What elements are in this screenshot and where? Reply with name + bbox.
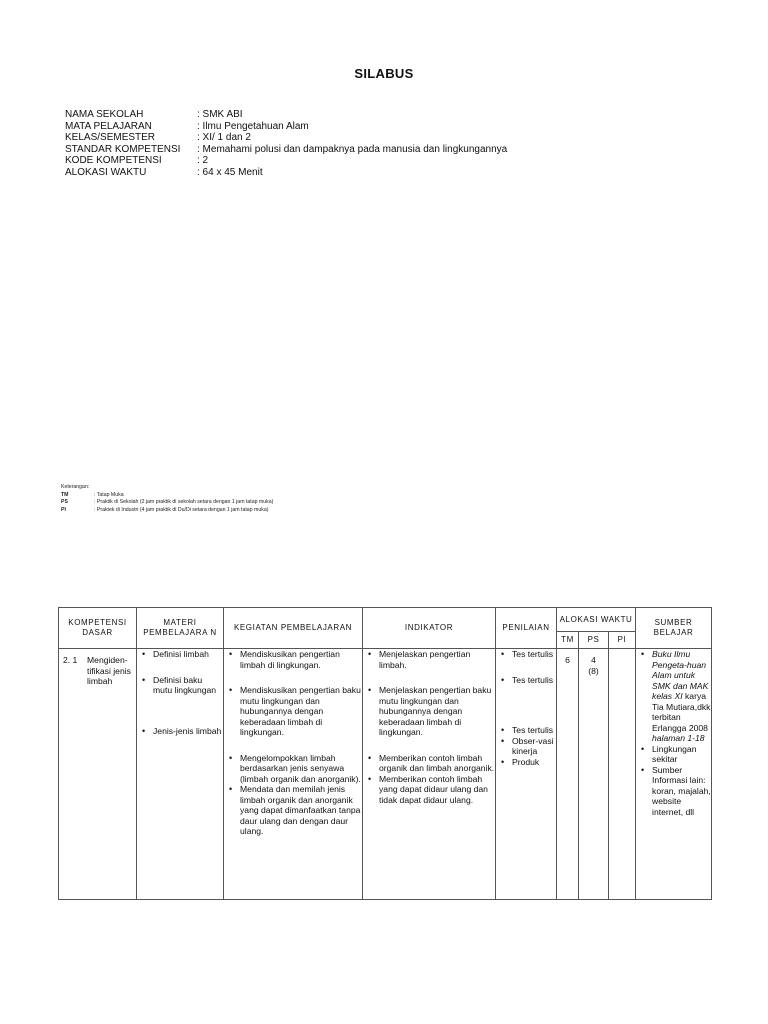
meta-row-class: [65, 132, 507, 144]
legend-key: PI: [61, 506, 66, 513]
legend-key: TM: [61, 491, 69, 498]
list-item: • Menjelaskan pengertian baku mutu lingkungan dan hubungannya dengan keberadaan limbah di lingkungan.: [363, 685, 495, 738]
list-item: • Menjelaskan pengertian limbah.: [363, 649, 495, 670]
cell-pi: [609, 649, 636, 900]
list-item: [636, 649, 711, 744]
cell-kegiatan: [224, 649, 363, 900]
meta-value: : 2: [197, 155, 209, 167]
legend-heading: Keterangan:: [61, 484, 90, 490]
header-tm: TM: [557, 632, 579, 649]
meta-label: STANDAR KOMPETENSI: [65, 143, 181, 155]
meta-row-time: [65, 167, 507, 179]
cell-kompetensi-dasar: [59, 649, 137, 900]
cell-penilaian: [496, 649, 557, 900]
list-item: • Mengelompokkan limbah berdasarkan jenis senyawa (limbah organik dan anorganik).: [224, 753, 362, 785]
list-item: • Mendata dan memilah jenis limbah organik dan anorganik yang dapat dimanfaatkan tanpa daur ulang dan dengan daur ulang.: [224, 784, 362, 837]
meta-row-standard: [65, 144, 507, 156]
ps-subvalue: (8): [588, 665, 599, 676]
meta-value: : 64 x 45 Menit: [197, 166, 263, 178]
list-item: • Obser-vasi kinerja: [496, 736, 556, 757]
list-item: • Tes tertulis: [496, 725, 556, 736]
header-pi: PI: [609, 632, 636, 649]
list-item: • Sumber Informasi lain: koran, majalah, website internet, dll: [636, 765, 711, 818]
meta-label: KELAS/SEMESTER: [65, 132, 156, 144]
kd-text: Mengiden-tifikasi jenis limbah: [87, 655, 131, 686]
cell-materi: [137, 649, 224, 900]
list-item: • Tes tertulis: [496, 675, 556, 686]
legend-row: [61, 507, 273, 515]
meta-row-subject: [65, 121, 507, 133]
source-book-title: Buku Ilmu Pengeta-huan Alam untuk SMK dan MAK kelas XI: [652, 649, 709, 701]
header-kegiatan: KEGIATAN PEMBELAJARAN: [224, 608, 363, 649]
header-penilaian: PENILAIAN: [496, 608, 557, 649]
meta-value: : Ilmu Pengetahuan Alam: [197, 120, 309, 132]
meta-row-code: [65, 155, 507, 167]
list-item: • Mendiskusikan pengertian baku mutu lingkungan dan hubungannya dengan keberadaan limbah di lingkungan.: [224, 685, 362, 738]
legend-text: : Praktik di Sekolah (2 jam praktik di sekolah setara dengan 1 jam tatap muka): [94, 499, 274, 506]
legend: [61, 484, 273, 514]
meta-value: : Memahami polusi dan dampaknya pada manusia dan lingkungannya: [197, 143, 508, 155]
legend-row: [61, 499, 273, 507]
cell-sumber-belajar: [636, 649, 712, 900]
legend-text: : Praktek di Industri (4 jam praktik di Du/Di setara dengan 1 jam tatap muka): [94, 506, 269, 513]
meta-label: ALOKASI WAKTU: [65, 166, 147, 178]
meta-label: MATA PELAJARAN: [65, 120, 152, 132]
source-book-publisher: karya Tia Mutiara,dkk terbitan Erlangga 2008: [652, 691, 711, 733]
page-title: SILABUS: [354, 66, 414, 81]
list-item: • Definisi limbah: [137, 649, 223, 660]
header-indikator: INDIKATOR: [363, 608, 496, 649]
tm-value: 6: [565, 655, 570, 665]
ps-value: 4: [591, 655, 596, 665]
kd-number: 2. 1: [63, 655, 78, 665]
pi-value: [609, 649, 635, 655]
header-sumber-belajar: SUMBER BELAJAR: [636, 608, 712, 649]
legend-row: [61, 492, 273, 500]
table-row: [59, 649, 712, 900]
cell-indikator: [363, 649, 496, 900]
meta-row-school: [65, 109, 507, 121]
list-item: • Lingkungan sekitar: [636, 744, 711, 765]
list-item: • Memberikan contoh limbah yang dapat didaur ulang dan tidak dapat didaur ulang.: [363, 774, 495, 806]
list-item: • Definisi baku mutu lingkungan: [137, 675, 223, 696]
cell-tm: [557, 649, 579, 900]
meta-value: : XI/ 1 dan 2: [197, 132, 251, 144]
source-book-pages: halaman 1-18: [652, 733, 705, 743]
syllabus-meta: [65, 109, 507, 179]
syllabus-table: [58, 607, 712, 900]
list-item: • Tes tertulis: [496, 649, 556, 660]
header-materi: MATERI PEMBELAJARA N: [137, 608, 224, 649]
header-kompetensi-dasar: KOMPETENSI DASAR: [59, 608, 137, 649]
legend-text: : Tatap Muka: [94, 491, 124, 498]
list-item: • Mendiskusikan pengertian limbah di lingkungan.: [224, 649, 362, 670]
list-item: • Produk: [496, 757, 556, 768]
legend-key: PS: [61, 499, 68, 506]
meta-label: KODE KOMPETENSI: [65, 155, 162, 167]
meta-value: : SMK ABI: [197, 109, 243, 120]
cell-ps: [579, 649, 609, 900]
header-ps: PS: [579, 632, 609, 649]
list-item: • Jenis-jenis limbah: [137, 726, 223, 737]
header-alokasi-waktu: ALOKASI WAKTU: [557, 608, 636, 632]
meta-label: NAMA SEKOLAH: [65, 109, 144, 120]
list-item: • Memberikan contoh limbah organik dan limbah anorganik.: [363, 753, 495, 774]
